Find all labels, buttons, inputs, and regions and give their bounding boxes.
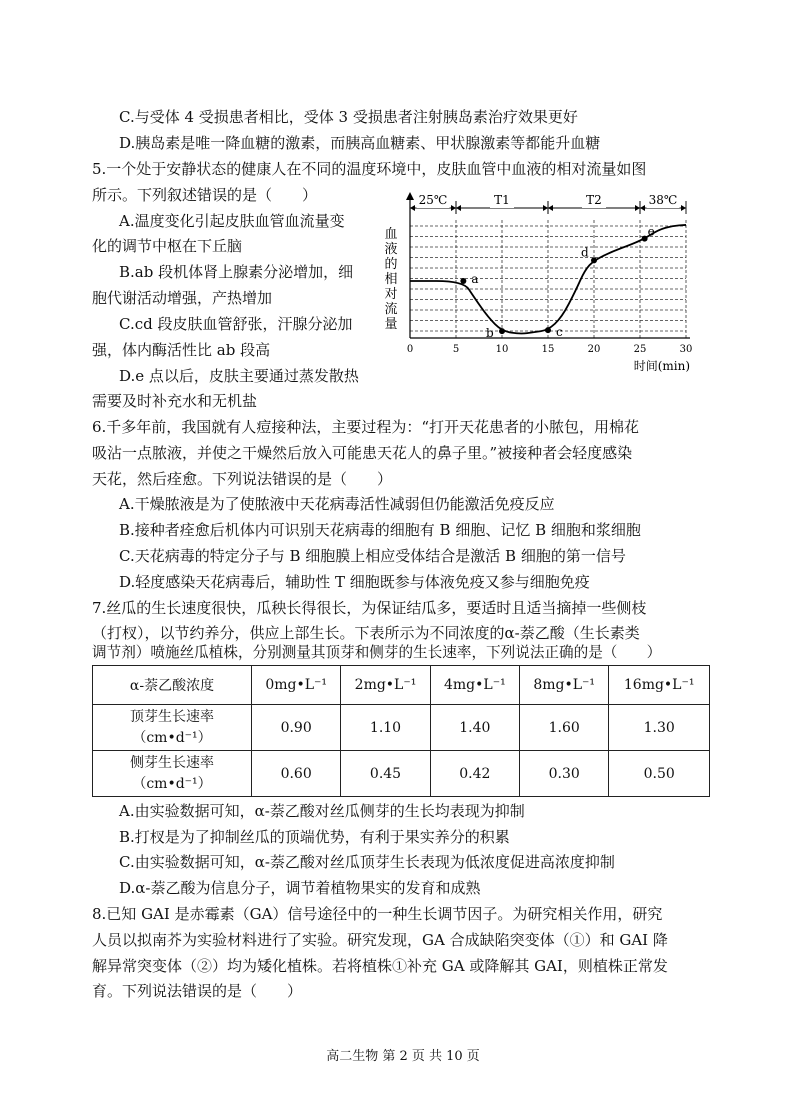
page-footer: 高二生物 第 2 页 共 10 页 [326,1049,480,1064]
table-header-cell: 8mg•L⁻¹ [520,666,609,705]
q6-stem-1: 6.千多年前，我国就有人痘接种法，主要过程为：“打开天花患者的小脓包，用棉花 [92,418,639,436]
point-label-d: d [581,245,589,260]
q5-option-c-1: C.cd 段皮肤血管舒张，汗腺分泌加 [119,315,353,333]
q7-option-a: A.由实验数据可知，α-萘乙酸对丝瓜侧芽的生长均表现为抑制 [119,802,525,820]
q7-stem-1: 7.丝瓜的生长速度很快，瓜秧长得很长，为保证结瓜多，要适时且适当摘掉一些侧枝 [92,599,647,617]
q5-option-c-2: 强，体内酶活性比 ab 段高 [92,341,271,359]
table-row [93,751,710,797]
q5-option-b-1: B.ab 段机体肾上腺素分泌增加，细 [119,263,354,281]
blood-flow-chart [378,190,698,385]
table-cell: 1.40 [430,705,519,751]
region-arrowhead [681,205,686,211]
q4-option-c: C.与受体 4 受损患者相比，受体 3 受损患者注射胰岛素治疗效果更好 [119,108,578,126]
q6-option-b: B.接种者痊愈后机体内可识别天花病毒的细胞有 B 细胞、记忆 B 细胞和浆细胞 [119,521,641,539]
table-cell: 1.30 [609,705,710,751]
q5-stem-1: 5.一个处于安静状态的健康人在不同的温度环境中，皮肤血管中血液的相对流量如图 [92,160,647,178]
q5-option-d-1: D.e 点以后，皮肤主要通过蒸发散热 [119,367,359,385]
region-label: 38℃ [648,193,678,207]
data-point-b [499,328,505,334]
q4-option-d: D.胰岛素是唯一降血糖的激素，而胰高血糖素、甲状腺激素等都能升血糖 [119,134,601,152]
x-tick-label: 5 [452,344,460,355]
table-cell: 0.50 [609,751,710,797]
y-axis-arrow [406,192,414,200]
row-label-unit: （cm•d⁻¹） [132,775,212,792]
table-header-cell: 0mg•L⁻¹ [252,666,341,705]
table-cell: 0.90 [252,705,341,751]
q7-option-d: D.α-萘乙酸为信息分子，调节着植物果实的发育和成熟 [119,879,481,897]
y-axis-label-char: 量 [384,317,398,332]
table-header-cell: 4mg•L⁻¹ [430,666,519,705]
region-arrowhead [410,205,415,211]
table-cell: 0.30 [520,751,609,797]
x-tick-label: 30 [679,344,693,355]
data-point-a [460,278,466,284]
region-label: T1 [494,193,510,207]
y-axis-label-char: 液 [384,242,398,257]
data-point-d [591,257,597,263]
x-tick-label: 25 [633,344,647,355]
region-arrowhead [640,205,645,211]
q6-option-a: A.干燥脓液是为了使脓液中天花病毒活性减弱但仍能激活免疫反应 [119,495,555,513]
x-tick-label: 20 [587,344,601,355]
point-label-b: b [486,326,494,341]
region-label: 25℃ [418,193,448,207]
table-cell: 0.60 [252,751,341,797]
y-axis-label-char: 对 [384,287,398,302]
q7-stem-3: 调节剂）喷施丝瓜植株，分别测量其顶芽和侧芽的生长速率，下列说法正确的是（ ） [92,644,662,661]
q6-stem-3: 天花，然后痊愈。下列说法错误的是（ ） [92,470,393,488]
region-arrowhead [548,205,553,211]
q5-option-b-2: 胞代谢活动增强，产热增加 [92,289,273,307]
y-axis-label-char: 血 [384,227,398,242]
q8-stem-1: 8.已知 GAI 是赤霉素（GA）信号途径中的一种生长调节因子。为研究相关作用，研究 [92,905,663,923]
row-label-main: 顶芽生长速率 [130,708,214,725]
table-cell: 0.45 [341,751,430,797]
q8-stem-2: 人员以拟南芥为实验材料进行了实验。研究发现，GA 合成缺陷突变体（①）和 GAI 降 [92,931,668,949]
x-tick-label: 0 [406,344,414,355]
y-axis-label-char: 的 [384,257,398,272]
region-arrowhead [456,205,461,211]
q6-stem-2: 吸沾一点脓液，并使之干燥然后放入可能患天花人的鼻子里。”被接种者会轻度感染 [92,444,633,462]
point-label-e: e [647,224,655,239]
q8-stem-4: 育。下列说法错误的是（ ） [92,982,303,1000]
y-axis-label-char: 流 [384,302,398,317]
table-header-row [93,666,710,705]
q7-option-b: B.打杈是为了抑制丝瓜的顶端优势，有利于果实养分的积累 [119,828,510,846]
table-header-cell: α-萘乙酸浓度 [93,666,252,705]
x-tick-label: 15 [541,344,555,355]
q6-option-c: C.天花病毒的特定分子与 B 细胞膜上相应受体结合是激活 B 细胞的第一信号 [119,547,626,565]
row-label [93,705,252,751]
row-label-main: 侧芽生长速率 [130,754,214,771]
table-cell: 1.60 [520,705,609,751]
q6-option-d: D.轻度感染天花病毒后，辅助性 T 细胞既参与体液免疫又参与细胞免疫 [119,573,590,591]
region-arrowhead [635,205,640,211]
q8-stem-3: 解异常突变体（②）均为矮化植株。若将植株①补充 GA 或降解其 GAI，则植株正常发 [92,957,668,975]
q7-stem-2: （打杈），以节约养分，供应上部生长。下表所示为不同浓度的α-萘乙酸（生长素类 [92,624,640,642]
q5-option-a-2: 化的调节中枢在下丘脑 [92,237,243,255]
table-cell: 1.10 [341,705,430,751]
x-axis-label: 时间(min) [633,359,690,373]
point-label-a: a [471,271,479,286]
q5-option-d-2: 需要及时补充水和无机盐 [92,392,258,410]
region-arrowhead [451,205,456,211]
growth-rate-table [92,665,710,797]
row-label [93,751,252,797]
row-label-unit: （cm•d⁻¹） [132,729,212,746]
point-label-c: c [556,325,563,340]
q5-stem-2: 所示。下列叙述错误的是（ ） [92,186,318,204]
table-header-cell: 16mg•L⁻¹ [609,666,710,705]
y-axis-label-char: 相 [384,272,398,287]
q5-option-a-1: A.温度变化引起皮肤血管血流量变 [119,212,345,230]
x-tick-label: 10 [495,344,509,355]
table-cell: 0.42 [430,751,519,797]
table-row [93,705,710,751]
q7-option-c: C.由实验数据可知，α-萘乙酸对丝瓜顶芽生长表现为低浓度促进高浓度抑制 [119,853,615,871]
data-point-c [545,327,551,333]
table-header-cell: 2mg•L⁻¹ [341,666,430,705]
region-label: T2 [586,193,602,207]
region-arrowhead [543,205,548,211]
